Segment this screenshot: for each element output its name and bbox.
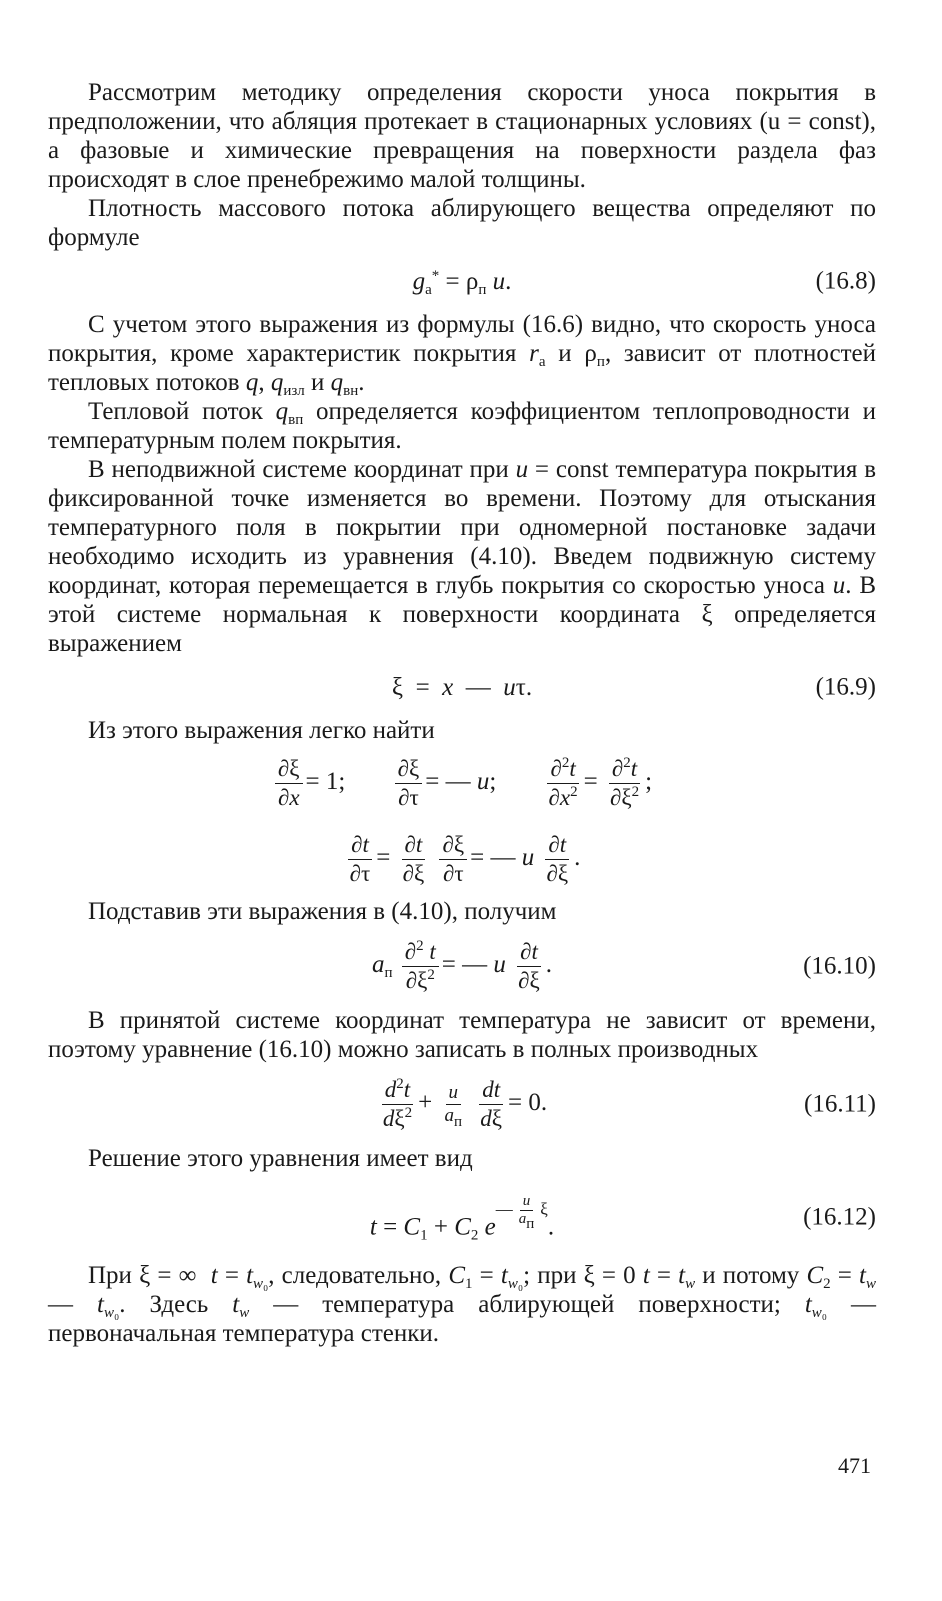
derivative-relations-1: $\frac{\partial\xi}{\partial x}$ = 1; $\frac{\partial\xi}{\partial\tau}$ = — u; $\frac{\partial^2t}{\partial x^2}$ = $\frac{\partial^2t}{\partial\xi^2}$ ; [48, 745, 876, 821]
equation-number: (16.8) [815, 267, 876, 295]
paragraph-6: Из этого выражения легко найти [88, 717, 435, 744]
paragraph-3: С учетом этого выражения из формулы (16.6) видно, что скорость уноса покрытия, кроме характеристик покрытия $r_а$ и $\rho_п$, зависит от плотностей тепловых потоков q, $q_{изл}$ и $q_{вн}$. [48, 311, 876, 399]
page-body [48, 78, 876, 1348]
equation-number: (16.10) [803, 952, 876, 980]
equation-number: (16.12) [803, 1203, 876, 1231]
equation-number: (16.11) [804, 1090, 876, 1118]
equation-16-9: ξ = x — uτ. (16.9) [391, 673, 876, 701]
equation-16-12: $t = C_1 + C_2$ e— $\frac{u}{a_п}$ ξ. (16.12) [369, 1192, 876, 1244]
derivative-relations-2: $\frac{\partial t}{\partial\tau}$ = $\frac{\partial t}{\partial\xi}$ $\frac{\partial\xi}{\partial\tau}$ = — u $\frac{\partial t}{\partial\xi}$ . [349, 831, 581, 886]
equation-number: (16.9) [815, 673, 876, 701]
paragraph-8: В принятой системе координат температура не зависит от времени, поэтому уравнение (16.10) можно записать в полных производных [48, 1007, 876, 1063]
equation-16-10: $a_п$ $\frac{\partial^2 t}{\partial\xi^2}$ = — u $\frac{\partial t}{\partial\xi}$ . (16.10) [371, 937, 876, 993]
paragraph-2: Плотность массового потока аблирующего вещества определяют по формуле [48, 195, 876, 251]
paragraph-1: Рассмотрим методику определения скорости уноса покрытия в предположении, что абляция протекает в стационарных условиях (u = const), а фазовые и химические превращения на поверхности раздела фаз происходят в слое пренебрежимо малой толщины. [48, 79, 876, 193]
paragraph-9: Решение этого уравнения имеет вид [88, 1145, 473, 1172]
equation-16-11: $\frac{d^2t}{d\xi^2}$ + $\frac{u}{a_п}$ $\frac{dt}{d\xi}$ = 0. (16.11) [382, 1075, 876, 1131]
paragraph-7: Подставив эти выражения в (4.10), получим [88, 898, 557, 925]
page-number: 471 [838, 1453, 871, 1478]
paragraph-4: Тепловой поток $q_{вп}$ определяется коэффициентом теплопроводности и температурным полем покрытия. [48, 398, 876, 454]
paragraph-5: В неподвижной системе координат при u = const температура покрытия в фиксированной точке изменяется во времени. Поэтому для отыскания температурного поля в покрытии при одномерной постановке задачи необходимо исходить из уравнения (4.10). Введем подвижную систему координат, которая перемещается в глубь покрытия со скоростью уноса u. В этой системе нормальная к поверхности координата ξ определяется выражением [48, 456, 877, 657]
equation-16-8: $g_а^* = \rho_п$ u. (16.8) [412, 267, 876, 298]
paragraph-10: При ξ = ∞ $t = t_{w_0}$, следовательно, $C_1 = t_{w_0}$; при ξ = 0 $t = t_w$ и потому $C_2 = t_w$ — $t_{w_0}$. Здесь $t_w$ — температура аблирующей поверхности; $t_{w_0}$ — первоначальная температура стенки. [48, 1262, 877, 1347]
